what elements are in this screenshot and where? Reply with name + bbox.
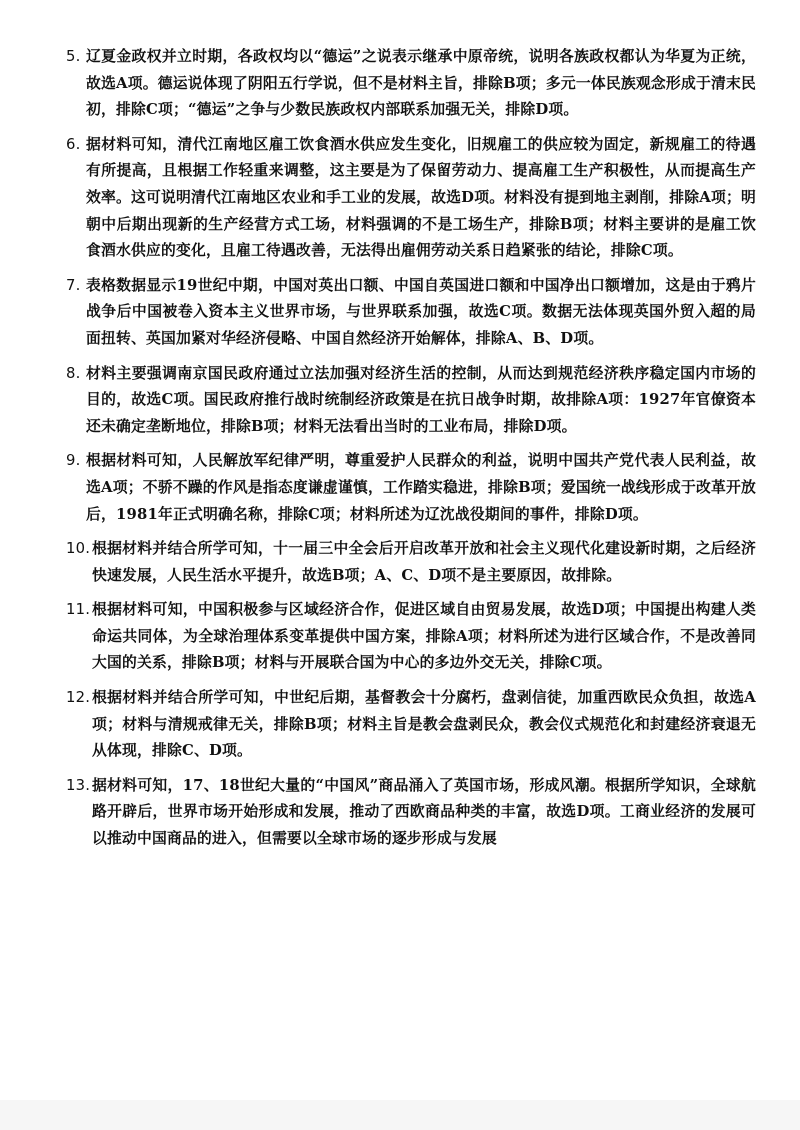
- answer-number: 11.: [66, 601, 91, 619]
- answer-item-12: [66, 685, 756, 765]
- answer-text: 据材料可知，清代江南地区雇工饮食酒水供应发生变化，旧规雇工的供应较为固定，新规雇工的待遇有所提高，且根据工作轻重来调整，这主要是为了保留劳动力、提高雇工生产积极性，从而提高生产效率。这可说明清代江南地区农业和手工业的发展，故选D项。材料没有提到地主剥削，排除A项；明朝中后期出现新的生产经营方式工场，材料强调的不是工场生产，排除B项；材料主要讲的是雇工饮食酒水供应的变化，且雇工待遇改善，无法得出雇佣劳动关系日趋紧张的结论，排除C项。: [86, 135, 756, 260]
- answer-text: 材料主要强调南京国民政府通过立法加强对经济生活的控制，从而达到规范经济秩序稳定国内市场的目的，故选C项。国民政府推行战时统制经济政策是在抗日战争时期，故排除A项：1927年官僚资本还未确定垄断地位，排除B项；材料无法看出当时的工业布局，排除D项。: [86, 364, 756, 435]
- answer-number: 6.: [66, 135, 81, 153]
- answer-number: 13.: [66, 776, 91, 794]
- answer-text: 根据材料可知，中国积极参与区域经济合作，促进区域自由贸易发展，故选D项；中国提出构建人类命运共同体，为全球治理体系变革提供中国方案，排除A项；材料所述为进行区域合作，不是改善同大国的关系，排除B项；材料与开展联合国为中心的多边外交无关，排除C项。: [92, 601, 756, 672]
- answer-number: 9.: [66, 452, 81, 470]
- answer-number: 5.: [66, 48, 81, 65]
- answer-text: 根据材料并结合所学可知，十一届三中全会后开启改革开放和社会主义现代化建设新时期，之后经济快速发展，人民生活水平提升，故选B项；A、C、D项不是主要原因，故排除。: [92, 540, 756, 584]
- answer-text: 根据材料并结合所学可知，中世纪后期，基督教会十分腐朽，盘剥信徒，加重西欧民众负担，故选A项；材料与清规戒律无关，排除B项；材料主旨是教会盘剥民众，教会仪式规范化和封建经济衰退无从体现，排除C、D项。: [92, 689, 756, 760]
- answer-number: 7.: [66, 276, 81, 294]
- answer-number: 10.: [66, 540, 91, 558]
- answer-item-8: [66, 361, 756, 441]
- answer-text: 根据材料可知，人民解放军纪律严明，尊重爱护人民群众的利益，说明中国共产党代表人民利益，故选A项；不骄不躁的作风是指态度谦虚谨慎，工作踏实稳进，排除B项；爱国统一战线形成于改革开放后，1981年正式明确名称，排除C项；材料所述为辽沈战役期间的事件，排除D项。: [86, 452, 756, 523]
- answer-item-6: [66, 132, 756, 265]
- answer-number: 12.: [66, 689, 91, 707]
- answer-number: 8.: [66, 364, 81, 382]
- answer-list: [66, 44, 756, 861]
- answer-text: 辽夏金政权并立时期，各政权均以“德运”之说表示继承中原帝统，说明各族政权都认为华夏为正统，故选A项。德运说体现了阴阳五行学说，但不是材料主旨，排除B项；多元一体民族观念形成于清末民初，排除C项；“德运”之争与少数民族政权内部联系加强无关，排除D项。: [86, 48, 756, 119]
- answer-item-5: [66, 44, 756, 124]
- answer-item-9: [66, 448, 756, 528]
- answer-item-7: [66, 273, 756, 353]
- answer-text: 据材料可知，17、18世纪大量的“中国风”商品涌入了英国市场，形成风潮。根据所学知识，全球航路开辟后，世界市场开始形成和发展，推动了西欧商品种类的丰富，故选D项。工商业经济的发展可以推动中国商品的进入，但需要以全球市场的逐步形成与发展: [92, 776, 756, 848]
- answer-item-10: [66, 536, 756, 589]
- page-bottom-band: [0, 1100, 800, 1130]
- answer-item-11: [66, 597, 756, 677]
- answer-text: 表格数据显示19世纪中期，中国对英出口额、中国自英国进口额和中国净出口额增加，这是由于鸦片战争后中国被卷入资本主义世界市场，与世界联系加强，故选C项。数据无法体现英国外贸入超的局面扭转、英国加紧对华经济侵略、中国自然经济开始解体，排除A、B、D项。: [86, 276, 756, 347]
- answer-item-13: [66, 773, 756, 853]
